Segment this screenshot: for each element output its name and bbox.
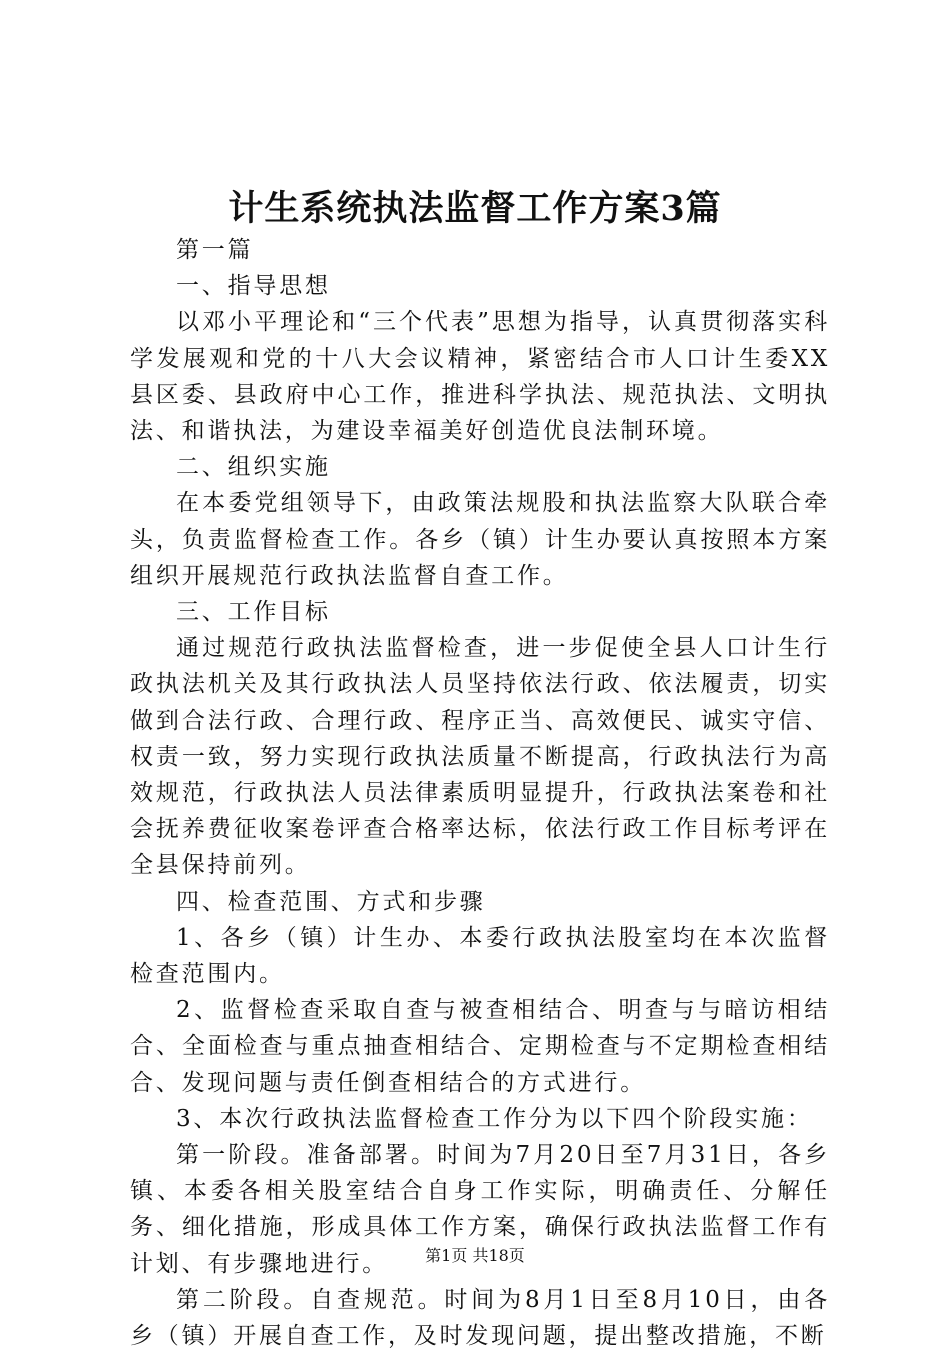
heading-work-goals: 三、工作目标: [176, 599, 331, 626]
heading-inspection-scope: 四、检查范围、方式和步骤: [176, 888, 486, 915]
section-label: 第一篇: [176, 237, 254, 263]
page-footer: 第1页 共18页: [425, 1246, 525, 1265]
paragraph: 3、本次行政执法监督检查工作分为以下四个阶段实施：: [176, 1105, 813, 1132]
paragraph: 在本委党组领导下，由政策法规股和执法监察大队联合牵头，负责监督检查工作。各乡（镇）计生办要认真按照本方案组织开展规范行政执法监督自查工作。: [130, 490, 830, 589]
heading-guiding-ideology: 一、指导思想: [176, 273, 331, 300]
paragraph: 通过规范行政执法监督检查，进一步促使全县人口计生行政执法机关及其行政执法人员坚持依法行政、依法履责，切实做到合法行政、合理行政、程序正当、高效便民、诚实守信、权责一致，努力实现行政执法质量不断提高，行政执法行为高效规范，行政执法人员法律素质明显提升，行政执法案卷和社会抚养费征收案卷评查合格率达标，依法行政工作目标考评在全县保持前列。: [130, 635, 830, 879]
paragraph: 第二阶段。自查规范。时间为8月1日至8月10日，由各乡（镇）开展自查工作，及时发现问题，提出整改措施，不断: [130, 1286, 830, 1350]
heading-organization: 二、组织实施: [176, 454, 331, 481]
document-title: 计生系统执法监督工作方案3篇: [228, 188, 722, 229]
paragraph: 2、监督检查采取自查与被查相结合、明查与与暗访相结合、全面检查与重点抽查相结合、定期检查与不定期检查相结合、发现问题与责任倒查相结合的方式进行。: [130, 997, 830, 1096]
document-body: [130, 232, 830, 1354]
paragraph: 以邓小平理论和“三个代表”思想为指导，认真贯彻落实科学发展观和党的十八大会议精神，紧密结合市人口计生委XX县区委、县政府中心工作，推进科学执法、规范执法、文明执法、和谐执法，为建设幸福美好创造优良法制环境。: [130, 309, 830, 445]
paragraph: 第一阶段。准备部署。时间为7月20日至7月31日，各乡镇、本委各相关股室结合自身工作实际，明确责任、分解任务、细化措施，形成具体工作方案，确保行政执法监督工作有计划、有步骤地进行。: [130, 1142, 830, 1277]
paragraph: 1、各乡（镇）计生办、本委行政执法股室均在本次监督检查范围内。: [130, 924, 830, 988]
